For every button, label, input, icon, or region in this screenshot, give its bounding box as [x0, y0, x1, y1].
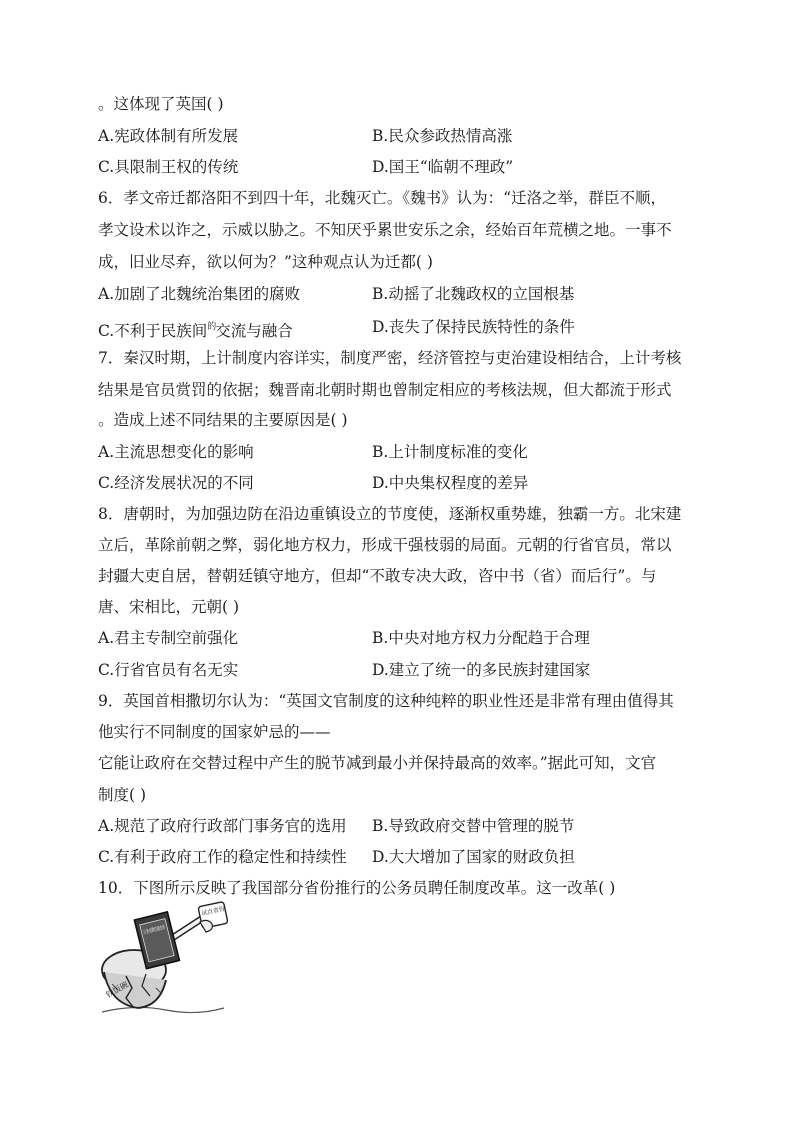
q9-option-a: A.规范了政府行政部门事务官的选用 [98, 817, 347, 835]
q6-stem-line-3: 成，旧业尽弃，欲以何为？”这种观点认为迁都( ) [98, 253, 433, 271]
q7-option-a: A.主流思想变化的影响 [98, 443, 254, 461]
q8-stem-line-4: 唐、宋相比，元朝( ) [98, 598, 240, 616]
q9-stem-line-3: 它能让政府在交替过程中产生的脱节减到最小并保持最高的效率。”据此可知，文官 [98, 754, 657, 772]
q6-option-c [98, 316, 293, 342]
q6-option-a: A.加剧了北魏统治集团的腐败 [98, 285, 301, 303]
q7-option-c: C.经济发展状况的不同 [98, 474, 254, 492]
hammer-handle [166, 902, 228, 942]
q6-option-c-mark: 的 [207, 322, 216, 332]
q5-option-d: D.国王“临朝不理政” [372, 158, 514, 176]
q7-stem-line-1: 7．秦汉时期，上计制度内容详实，制度严密，经济管控与吏治建设相结合，上计考核 [98, 349, 682, 367]
q9-stem-line-1: 9．英国首相撒切尔认为：“英国文官制度的这种纯粹的职业性还是非常有理由值得其 [98, 692, 674, 710]
q7-option-d: D.中央集权程度的差异 [372, 474, 529, 492]
q5-option-b: B.民众参政热情高涨 [372, 127, 513, 145]
q7-stem-line-2: 结果是官员赏罚的依据；魏晋南北朝时期也曾制定相应的考核法规，但大都流于形式 [98, 381, 672, 399]
q9-option-b: B.导致政府交替中管理的脱节 [372, 817, 575, 835]
handle-tag-text: 试点省份 [200, 905, 226, 918]
q8-option-a: A.君主专制空前强化 [98, 629, 239, 647]
reform-cartoon [96, 900, 228, 1018]
hand-shape [200, 920, 212, 932]
q5-option-a: A.宪政体制有所发展 [98, 127, 239, 145]
q9-stem-line-4: 制度( ) [98, 786, 147, 804]
q8-option-c: C.行省官员有名无实 [98, 661, 239, 679]
reform-cartoon-svg [96, 900, 228, 1018]
q8-option-b: B.中央对地方权力分配趋于合理 [372, 629, 590, 647]
q9-option-d: D.大大增加了国家的财政负担 [372, 848, 575, 866]
q6-stem-line-1: 6．孝文帝迁都洛阳不到四十年，北魏灭亡。《魏书》认为：“迁洛之举，群臣不顺， [98, 189, 667, 207]
q8-stem-line-3: 封疆大吏自居，替朝廷镇守地方，但却“不敢专决大政，咨中书（省）而后行”。与 [98, 567, 657, 585]
q8-stem-line-2: 立后，革除前朝之弊，弱化地方权力，形成干强枝弱的局面。元朝的行省官员，常以 [98, 536, 672, 554]
q7-option-b: B.上计制度标准的变化 [372, 443, 528, 461]
q6-option-d: D.丧失了保持民族特性的条件 [372, 318, 575, 336]
q5-stem-tail: 。这体现了英国( ) [98, 95, 224, 113]
q6-option-b: B.动摇了北魏政权的立国根基 [372, 285, 575, 303]
q7-stem-line-3: 。造成上述不同结果的主要原因是( ) [98, 411, 348, 429]
q9-stem-line-2: 他实行不同制度的国家妒忌的—— [98, 723, 331, 741]
q5-option-c: C.具限制王权的传统 [98, 158, 239, 176]
q9-option-c: C.有利于政府工作的稳定性和持续性 [98, 848, 347, 866]
q6-stem-line-2: 孝文设术以诈之，示威以胁之。不知厌乎累世安乐之余，经始百年荒横之地。一事不 [98, 221, 672, 239]
ground-line [102, 1007, 224, 1012]
q6-option-c-rest: 交流与融合 [215, 322, 293, 340]
q6-option-c-start: C.不利于民族间 [98, 322, 208, 340]
bowl-label: 铁饭碗 [104, 979, 130, 1000]
q8-option-d: D.建立了统一的多民族封建国家 [372, 661, 591, 679]
q10-stem: 10．下图所示反映了我国部分省份推行的公务员聘任制度改革。这一改革( ) [98, 879, 616, 897]
q8-stem-line-1: 8．唐朝时，为加强边防在沿边重镇设立的节度使，逐渐权重势雄，独霸一方。北宋建 [98, 505, 682, 523]
